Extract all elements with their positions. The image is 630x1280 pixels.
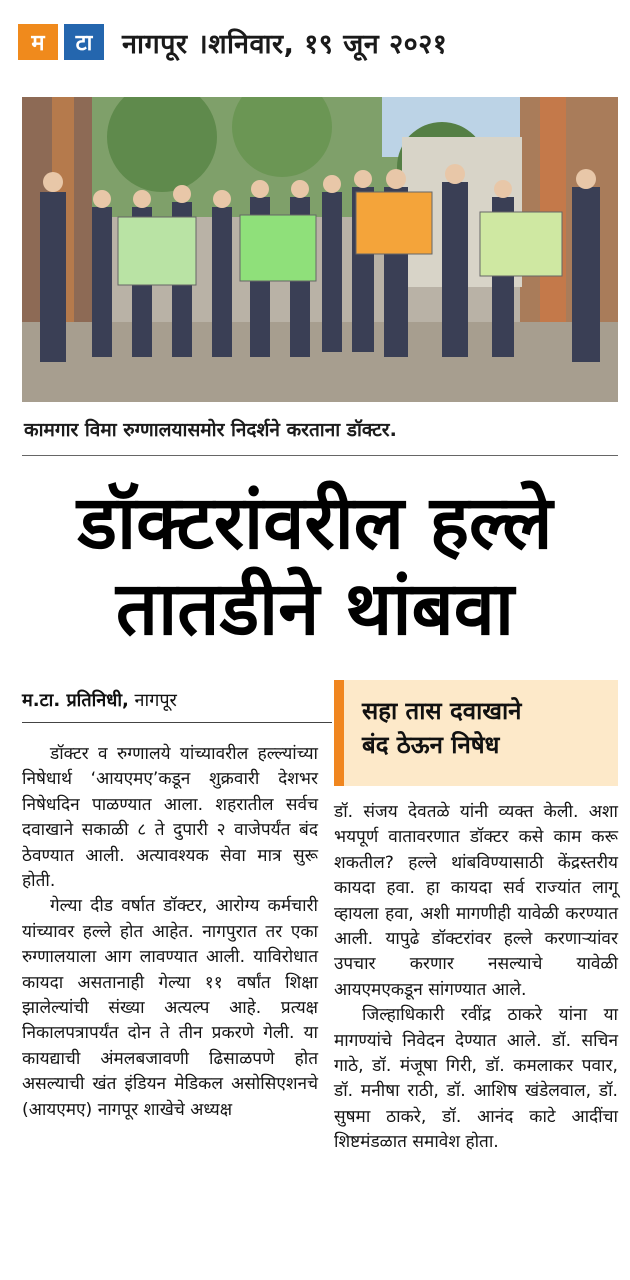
byline-divider	[22, 722, 332, 723]
article-paragraph: जिल्हाधिकारी रवींद्र ठाकरे यांना या मागण्यांचे निवेदन देण्यात आले. डॉ. सचिन गाठे, डॉ. मंजूषा गिरी, डॉ. कमलाकर पवार, डॉ. मनीषा राठी, डॉ. आशिष खंडेलवाल, डॉ. सुषमा ठाकरे, डॉ. आनंद काटे आदींचा शिष्टमंडळात समावेश होता.	[334, 1005, 618, 1153]
placard-1	[118, 217, 196, 285]
article-paragraph: गेल्या दीड वर्षात डॉक्टर, आरोग्य कर्मचारी यांच्यावर हल्ले होत आहेत. नागपुरात तर एका रुग्णालयाला आग लावण्यात आली. याविरोधात कायदा असतानाही गेल्या ११ वर्षांत शिक्षा झालेल्यांची संख्या अत्यल्प आहे. प्रत्यक्ष निकालपत्रापर्यंत दोन ते तीन प्रकरणे गेली. या कायद्याची अंमलबजावणी ढिसाळपणे होत असल्याची खंत इंडियन मेडिकल असोसिएशनचे (आयएमए) नागपूर शाखेचे अध्यक्ष	[22, 896, 318, 1120]
protest-photo-image	[22, 97, 618, 402]
byline-city: नागपूर	[128, 690, 177, 711]
logo-m-block: म	[18, 24, 58, 60]
headline	[10, 480, 620, 652]
masthead	[18, 18, 618, 66]
divider	[22, 455, 618, 456]
byline-source: म.टा. प्रतिनिधी,	[22, 690, 129, 711]
subhead-line-2: बंद ठेऊन निषेध	[362, 731, 500, 759]
dateline: नागपूर ।शनिवार, १९ जून २०२१	[122, 29, 448, 60]
placard-2	[240, 215, 316, 281]
article-column-right	[334, 800, 618, 1156]
photo-caption: कामगार विमा रुग्णालयासमोर निदर्शने करताना डॉक्टर.	[24, 419, 397, 441]
placard-4	[480, 212, 562, 276]
subhead-line-1: सहा तास दवाखाने	[362, 697, 522, 725]
article-paragraph: डॉक्टर व रुग्णालये यांच्यावरील हल्ल्यांच्या निषेधार्थ ‘आयएमए’कडून शुक्रवारी देशभर निषेधदिन पाळण्यात आला. शहरातील सर्वच दवाखाने सकाळी ८ ते दुपारी २ वाजेपर्यंत बंद ठेवण्यात आली. अत्यावश्यक सेवा मात्र सुरू होती.	[22, 744, 318, 892]
byline	[22, 688, 177, 712]
placard-3	[356, 192, 432, 254]
protest-photo	[22, 97, 618, 402]
headline-line-1: डॉक्टरांवरील हल्ले	[77, 480, 553, 566]
article-column-left	[22, 742, 318, 1123]
logo-ta-block: टा	[64, 24, 104, 60]
article-paragraph: डॉ. संजय देवतळे यांनी व्यक्त केली. अशा भयपूर्ण वातावरणात डॉक्टर कसे काम करू शकतील? हल्ले थांबविण्यासाठी केंद्रस्तरीय कायदा हवा. हा कायदा सर्व राज्यांत लागू व्हायला हवा, अशी मागणीही यावेळी करण्यात आली. यापुढे डॉक्टरांवर हल्ले करणाऱ्यांवर उपचार करणार नसल्याचे यावेळी आयएमएकडून सांगण्यात आले.	[334, 802, 618, 1000]
subhead-box	[334, 680, 618, 786]
headline-line-2: तातडीने थांबवा	[115, 566, 515, 652]
